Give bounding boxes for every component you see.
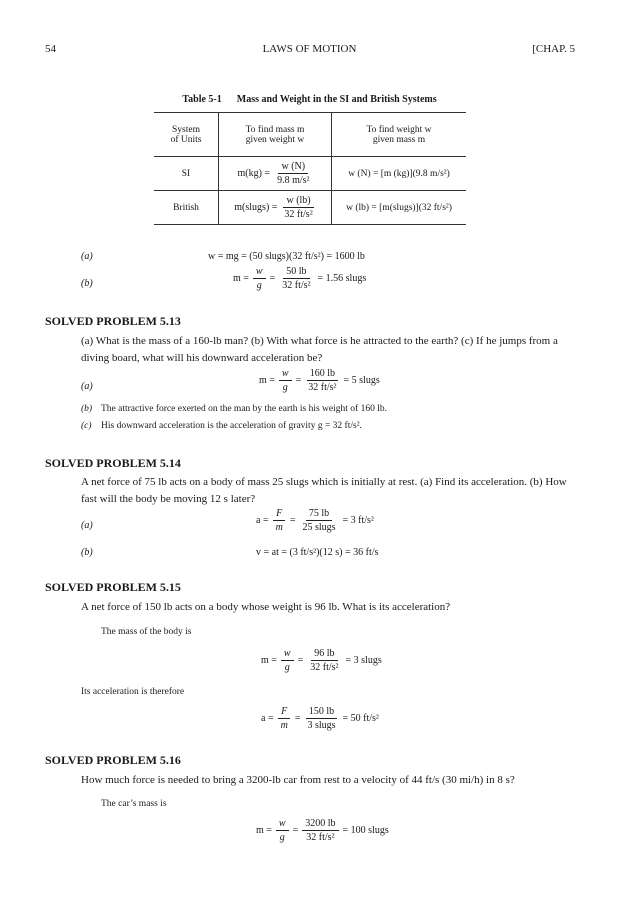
pre-a-label: (a) <box>81 251 93 262</box>
page-number: 54 <box>45 43 56 55</box>
problem-5-14-title: SOLVED PROBLEM 5.14 <box>45 456 181 470</box>
p13-c-text: His downward acceleration is the acceleration of gravity g = 32 ft/s². <box>101 421 362 431</box>
row-british-mass: m(slugs) = $\frac{w (lb)}{\text{32 ft/s²}}$ <box>219 191 332 225</box>
table-row <box>154 157 466 191</box>
p13-c-label: (c) <box>81 421 92 431</box>
p13-b-label: (b) <box>81 404 93 414</box>
row-si-system: SI <box>154 157 219 191</box>
pre-a-equation: w = mg = (50 slugs)(32 ft/s²) = 1600 lb <box>208 251 365 262</box>
header-mass: To find mass m given weight w <box>219 113 332 157</box>
row-british-weight: w (lb) = [m(slugs)](32 ft/s²) <box>332 191 467 225</box>
problem-5-14-text: A net force of 75 lb acts on a body of mass 25 slugs which is initially at rest. (a) Find its acceleration. (b) How fast will the body be moving 12 s later? <box>81 476 567 505</box>
table-caption <box>0 94 619 105</box>
problem-5-13-title: SOLVED PROBLEM 5.13 <box>45 314 181 328</box>
row-si-weight: w (N) = [m (kg)](9.8 m/s²) <box>332 157 467 191</box>
mass-weight-table <box>154 112 466 225</box>
p15-line1: The mass of the body is <box>101 627 192 637</box>
pre-b-equation: m = $\frac{w}{g}$ = $\frac{50 lb}{\text{32 ft/s²}}$ = 1.56 slugs <box>233 266 367 291</box>
p15-line2: Its acceleration is therefore <box>81 687 185 697</box>
chapter-label: [CHAP. 5 <box>532 43 575 55</box>
pre-b-label: (b) <box>81 278 93 289</box>
row-si-mass: m(kg) = $\frac{w (N)}{\text{9.8 m/s²}}$ <box>219 157 332 191</box>
row-british-system: British <box>154 191 219 225</box>
p13-a-equation: m = $\frac{w}{g}$ = $\frac{160 lb}{\text{32 ft/s²}}$ = 5 slugs <box>259 368 380 393</box>
running-title: LAWS OF MOTION <box>262 43 357 55</box>
p14-b-label: (b) <box>81 547 93 558</box>
p15-accel-equation: a = $\frac{F}{m}$ = $\frac{150 lb}{\text{3 slugs}}$ = 50 ft/s² <box>261 706 379 731</box>
p14-b-equation: v = at = (3 ft/s²)(12 s) = 36 ft/s <box>256 547 379 558</box>
p14-a-equation: a = $\frac{F}{m}$ = $\frac{75 lb}{\text{25 slugs}}$ = 3 ft/s² <box>256 508 374 533</box>
problem-5-15-title: SOLVED PROBLEM 5.15 <box>45 580 181 594</box>
problem-5-16-title: SOLVED PROBLEM 5.16 <box>45 753 181 767</box>
table-caption-text: Mass and Weight in the SI and British Systems <box>236 94 437 105</box>
table-row <box>154 191 466 225</box>
problem-5-13-text: (a) What is the mass of a 160-lb man? (b) With what force is he attracted to the earth? (c) If he jumps from a diving board, what will his downward acceleration be? <box>81 335 558 364</box>
p15-mass-equation: m = $\frac{w}{g}$ = $\frac{96 lb}{\text{32 ft/s²}}$ = 3 slugs <box>261 648 382 673</box>
p13-a-label: (a) <box>81 381 93 392</box>
problem-5-15-text: A net force of 150 lb acts on a body whose weight is 96 lb. What is its acceleration? <box>81 601 451 613</box>
table-caption-number: Table 5-1 <box>182 94 222 105</box>
problem-5-16-text: How much force is needed to bring a 3200-lb car from rest to a velocity of 44 ft/s (30 mi/h) in 8 s? <box>81 774 515 786</box>
p16-line1: The car’s mass is <box>101 799 167 809</box>
header-system: System of Units <box>154 113 219 157</box>
p13-b-text: The attractive force exerted on the man by the earth is his weight of 160 lb. <box>101 404 387 414</box>
p14-a-label: (a) <box>81 520 93 531</box>
p16-mass-equation: m = $\frac{w}{g}$ = $\frac{3200 lb}{\text{32 ft/s²}}$ = 100 slugs <box>256 818 389 843</box>
header-weight: To find weight w given mass m <box>332 113 467 157</box>
